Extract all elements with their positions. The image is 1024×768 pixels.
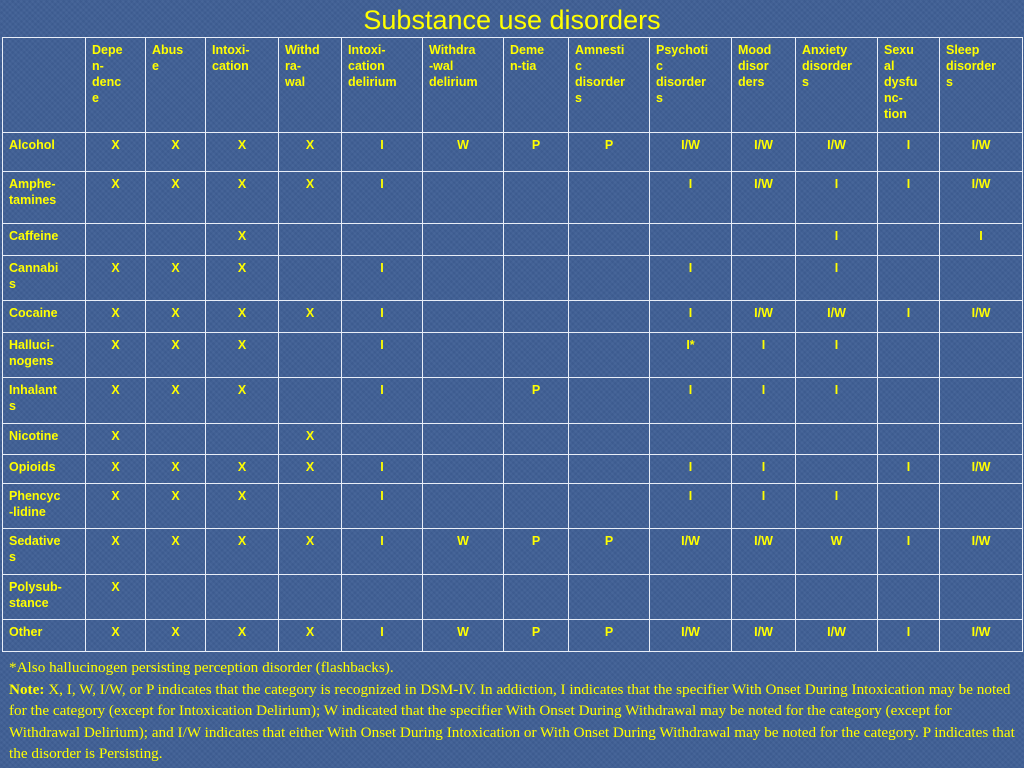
- table-cell: X: [206, 133, 279, 172]
- table-cell: [650, 423, 732, 455]
- table-row: [3, 455, 1023, 484]
- table-row: [3, 133, 1023, 172]
- table-cell: [569, 301, 650, 333]
- table-cell: X: [86, 529, 146, 574]
- table-cell: [569, 255, 650, 300]
- table-cell: [504, 423, 569, 455]
- header-row: [3, 38, 1023, 133]
- table-cell: X: [279, 455, 342, 484]
- table-cell: [146, 423, 206, 455]
- table-cell: I: [878, 172, 940, 224]
- table-cell: [423, 483, 504, 528]
- table-cell: I: [342, 483, 423, 528]
- table-cell: P: [504, 378, 569, 423]
- table-row: [3, 574, 1023, 619]
- row-header-substance: Halluci- nogens: [3, 332, 86, 377]
- table-cell: I: [342, 455, 423, 484]
- table-cell: [206, 574, 279, 619]
- table-cell: W: [796, 529, 878, 574]
- table-cell: [423, 332, 504, 377]
- table-cell: I: [878, 133, 940, 172]
- table-cell: [569, 172, 650, 224]
- table-cell: X: [206, 455, 279, 484]
- table-cell: [423, 301, 504, 333]
- table-cell: [504, 223, 569, 255]
- table-cell: I: [342, 378, 423, 423]
- table-cell: I: [650, 301, 732, 333]
- footnote-note: [9, 679, 1019, 765]
- table-cell: [206, 423, 279, 455]
- table-cell: [504, 574, 569, 619]
- column-header: Intoxi- cation delirium: [342, 38, 423, 133]
- disorders-table-container: [2, 37, 1022, 652]
- row-header-substance: Inhalant s: [3, 378, 86, 423]
- column-header: Sleep disorder s: [940, 38, 1023, 133]
- column-header: Psychoti c disorder s: [650, 38, 732, 133]
- row-header-substance: Alcohol: [3, 133, 86, 172]
- table-row: [3, 255, 1023, 300]
- table-cell: [342, 423, 423, 455]
- table-cell: X: [279, 620, 342, 652]
- table-cell: X: [146, 455, 206, 484]
- table-cell: X: [146, 255, 206, 300]
- table-cell: [940, 255, 1023, 300]
- table-cell: [569, 223, 650, 255]
- table-cell: [423, 455, 504, 484]
- table-cell: [279, 255, 342, 300]
- table-cell: X: [279, 423, 342, 455]
- table-cell: X: [146, 378, 206, 423]
- table-cell: [279, 223, 342, 255]
- table-cell: [796, 574, 878, 619]
- row-header-substance: Cannabi s: [3, 255, 86, 300]
- table-cell: [423, 223, 504, 255]
- table-cell: [423, 378, 504, 423]
- table-cell: [504, 455, 569, 484]
- corner-cell: [3, 38, 86, 133]
- table-cell: [796, 455, 878, 484]
- table-cell: P: [504, 133, 569, 172]
- table-cell: I/W: [732, 529, 796, 574]
- table-cell: I: [796, 255, 878, 300]
- row-header-substance: Cocaine: [3, 301, 86, 333]
- table-cell: I: [650, 255, 732, 300]
- column-header: Abus e: [146, 38, 206, 133]
- table-cell: [504, 301, 569, 333]
- table-cell: P: [569, 133, 650, 172]
- table-cell: [878, 574, 940, 619]
- table-cell: X: [279, 172, 342, 224]
- table-cell: I/W: [940, 529, 1023, 574]
- table-cell: I/W: [650, 620, 732, 652]
- table-cell: X: [86, 255, 146, 300]
- table-cell: X: [146, 483, 206, 528]
- table-cell: I: [342, 255, 423, 300]
- table-cell: W: [423, 620, 504, 652]
- table-cell: P: [569, 529, 650, 574]
- table-cell: X: [86, 620, 146, 652]
- row-header-substance: Polysub- stance: [3, 574, 86, 619]
- column-header: Amnesti c disorder s: [569, 38, 650, 133]
- table-cell: X: [146, 172, 206, 224]
- table-row: [3, 172, 1023, 224]
- table-cell: [940, 574, 1023, 619]
- table-cell: [878, 223, 940, 255]
- table-cell: [146, 574, 206, 619]
- table-cell: [569, 423, 650, 455]
- column-header: Deme n-tia: [504, 38, 569, 133]
- table-cell: [423, 172, 504, 224]
- table-cell: X: [206, 255, 279, 300]
- table-cell: X: [279, 301, 342, 333]
- table-cell: [878, 423, 940, 455]
- table-cell: [504, 483, 569, 528]
- table-cell: [878, 332, 940, 377]
- row-header-substance: Sedative s: [3, 529, 86, 574]
- table-cell: I/W: [796, 301, 878, 333]
- table-cell: I/W: [940, 620, 1023, 652]
- table-cell: I: [650, 455, 732, 484]
- table-cell: [504, 255, 569, 300]
- table-cell: X: [146, 529, 206, 574]
- table-cell: I: [796, 223, 878, 255]
- column-header: Intoxi- cation: [206, 38, 279, 133]
- slide-title: Substance use disorders: [363, 5, 661, 35]
- table-cell: [732, 223, 796, 255]
- row-header-substance: Caffeine: [3, 223, 86, 255]
- table-cell: I: [878, 620, 940, 652]
- table-cell: [650, 223, 732, 255]
- table-cell: X: [86, 483, 146, 528]
- footnote: [9, 657, 1019, 765]
- table-cell: [940, 483, 1023, 528]
- table-cell: [423, 574, 504, 619]
- table-cell: I: [342, 332, 423, 377]
- table-cell: [878, 378, 940, 423]
- table-cell: [342, 574, 423, 619]
- column-header: Withdra -wal delirium: [423, 38, 504, 133]
- table-cell: I: [650, 378, 732, 423]
- table-cell: [504, 172, 569, 224]
- column-header: Anxiety disorder s: [796, 38, 878, 133]
- table-cell: X: [86, 455, 146, 484]
- table-cell: I/W: [650, 529, 732, 574]
- table-cell: [279, 332, 342, 377]
- table-cell: I: [342, 620, 423, 652]
- column-header: Mood disor ders: [732, 38, 796, 133]
- table-cell: I*: [650, 332, 732, 377]
- column-header: Sexu al dysfu nc- tion: [878, 38, 940, 133]
- table-cell: I/W: [940, 172, 1023, 224]
- table-row: [3, 332, 1023, 377]
- table-cell: [569, 483, 650, 528]
- table-cell: I: [940, 223, 1023, 255]
- table-cell: I/W: [796, 620, 878, 652]
- table-cell: [342, 223, 423, 255]
- table-cell: [279, 378, 342, 423]
- table-body: [3, 133, 1023, 652]
- table-cell: X: [146, 620, 206, 652]
- table-cell: X: [146, 133, 206, 172]
- table-cell: [569, 574, 650, 619]
- table-cell: [569, 378, 650, 423]
- table-cell: X: [86, 332, 146, 377]
- table-cell: I/W: [732, 620, 796, 652]
- table-row: [3, 423, 1023, 455]
- table-cell: I: [650, 483, 732, 528]
- table-cell: [940, 378, 1023, 423]
- table-row: [3, 529, 1023, 574]
- table-cell: I: [732, 483, 796, 528]
- table-row: [3, 620, 1023, 652]
- table-cell: I/W: [650, 133, 732, 172]
- table-cell: X: [86, 172, 146, 224]
- table-cell: [878, 483, 940, 528]
- table-cell: X: [86, 133, 146, 172]
- table-cell: [146, 223, 206, 255]
- table-cell: X: [279, 529, 342, 574]
- table-cell: [940, 423, 1023, 455]
- table-cell: I/W: [940, 455, 1023, 484]
- table-cell: W: [423, 133, 504, 172]
- table-cell: [878, 255, 940, 300]
- table-cell: I/W: [732, 301, 796, 333]
- table-cell: I: [342, 529, 423, 574]
- table-cell: X: [146, 301, 206, 333]
- table-cell: I/W: [732, 172, 796, 224]
- table-cell: [504, 332, 569, 377]
- table-cell: I/W: [940, 133, 1023, 172]
- row-header-substance: Phencyc -lidine: [3, 483, 86, 528]
- column-header: Withd ra- wal: [279, 38, 342, 133]
- table-cell: P: [504, 620, 569, 652]
- table-cell: I: [732, 455, 796, 484]
- table-row: [3, 483, 1023, 528]
- table-cell: X: [206, 620, 279, 652]
- table-cell: [940, 332, 1023, 377]
- footnote-asterisk-line: *Also hallucinogen persisting perception disorder (flashbacks).: [9, 659, 394, 676]
- table-cell: X: [86, 301, 146, 333]
- table-cell: X: [279, 133, 342, 172]
- table-cell: I/W: [940, 301, 1023, 333]
- table-cell: I: [796, 332, 878, 377]
- table-cell: [569, 455, 650, 484]
- table-cell: X: [206, 301, 279, 333]
- table-cell: X: [206, 172, 279, 224]
- table-row: [3, 223, 1023, 255]
- row-header-substance: Amphe- tamines: [3, 172, 86, 224]
- table-cell: I: [878, 455, 940, 484]
- table-cell: X: [206, 378, 279, 423]
- table-cell: I: [342, 301, 423, 333]
- table-cell: I/W: [796, 133, 878, 172]
- table-cell: [796, 423, 878, 455]
- table-cell: I: [796, 483, 878, 528]
- table-cell: X: [206, 223, 279, 255]
- table-row: [3, 378, 1023, 423]
- table-cell: [650, 574, 732, 619]
- table-cell: P: [504, 529, 569, 574]
- table-cell: [569, 332, 650, 377]
- table-cell: [732, 423, 796, 455]
- table-cell: [86, 223, 146, 255]
- table-cell: I: [650, 172, 732, 224]
- table-cell: I: [878, 301, 940, 333]
- table-cell: X: [86, 574, 146, 619]
- table-cell: X: [206, 332, 279, 377]
- table-cell: [423, 255, 504, 300]
- substance-disorders-table: [2, 37, 1023, 652]
- note-text: X, I, W, I/W, or P indicates that the category is recognized in DSM-IV. In addiction, I indicates that the specifier With Onset During Intoxication may be noted for the category (except for Intoxication Delirium); W indicated that the specifier With Onset During Withdrawal may be noted for the category (except for Withdrawal Delirium); and I/W indicates that either With Onset During Intoxication or With Onset During Withdrawal may be noted for the category. P indicates that the disorder is Persisting.: [9, 680, 1015, 763]
- row-header-substance: Other: [3, 620, 86, 652]
- row-header-substance: Opioids: [3, 455, 86, 484]
- table-cell: X: [86, 378, 146, 423]
- table-cell: I: [796, 172, 878, 224]
- table-cell: [732, 574, 796, 619]
- table-cell: [279, 483, 342, 528]
- table-cell: P: [569, 620, 650, 652]
- note-label: Note:: [9, 680, 45, 698]
- table-cell: I: [342, 133, 423, 172]
- table-cell: I/W: [732, 133, 796, 172]
- table-cell: I: [342, 172, 423, 224]
- table-cell: [279, 574, 342, 619]
- table-cell: W: [423, 529, 504, 574]
- table-cell: [732, 255, 796, 300]
- table-cell: I: [732, 378, 796, 423]
- table-cell: X: [206, 529, 279, 574]
- table-cell: [423, 423, 504, 455]
- table-row: [3, 301, 1023, 333]
- table-cell: X: [206, 483, 279, 528]
- table-cell: X: [146, 332, 206, 377]
- column-header: Depe n- denc e: [86, 38, 146, 133]
- table-cell: I: [796, 378, 878, 423]
- table-cell: I: [878, 529, 940, 574]
- table-cell: I: [732, 332, 796, 377]
- row-header-substance: Nicotine: [3, 423, 86, 455]
- table-cell: X: [86, 423, 146, 455]
